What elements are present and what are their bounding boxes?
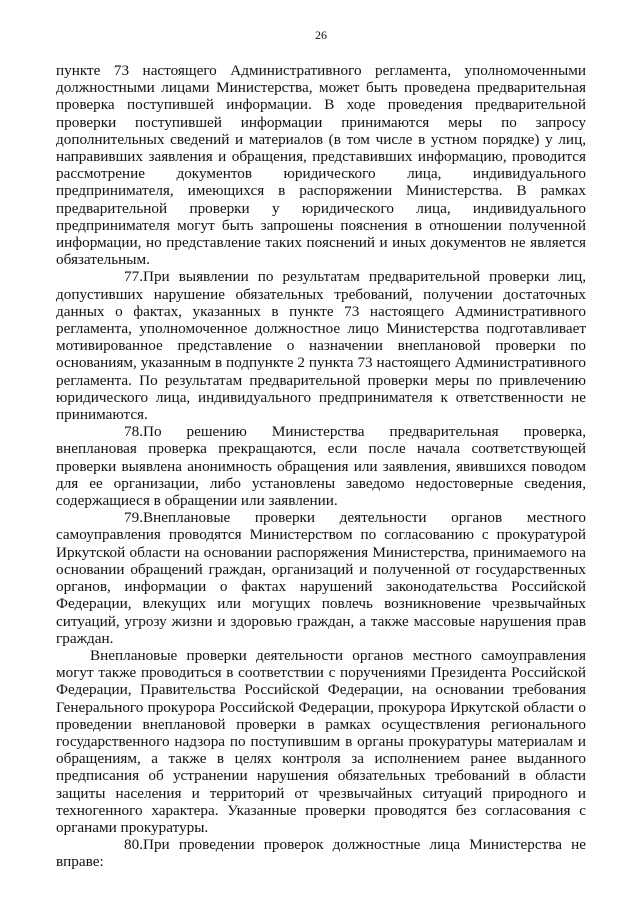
paragraph-79: [56, 509, 586, 647]
paragraph-number: 79.: [124, 509, 143, 527]
paragraph-number: 80.: [124, 836, 143, 854]
paragraph-text: При выявлении по результатам предварительной проверки лиц, допустивших нарушение обязательных требований, получении достаточных данных о фактах, указанных в пункте 73 настоящего Административного регламента, уполномоченное должностное лицо Министерства подготавливает мотивированное представление о назначении внеплановой проверки по основаниям, указанным в подпункте 2 пункта 73 настоящего Административного регламента. По результатам предварительной проверки меры по привлечению юридического лица, индивидуального предпринимателя к ответственности не принимаются.: [56, 268, 586, 424]
paragraph-78: [56, 423, 586, 509]
paragraph-number: 78.: [124, 423, 143, 441]
paragraph-continuation: [56, 62, 586, 268]
page-number: 26: [315, 28, 327, 42]
paragraph-79-continued: [56, 647, 586, 836]
paragraph-text: Внеплановые проверки деятельности органов местного самоуправления проводятся Министерством по согласованию с прокуратурой Иркутской области на основании распоряжения Министерства, принимаемого на основании обращений граждан, организаций и полученной от государственных органов, информации о фактах нарушений законодательства Российской Федерации, влекущих или могущих повлечь возникновение чрезвычайных ситуаций, угрозу жизни и здоровью граждан, а также массовые нарушения прав граждан.: [56, 509, 586, 647]
document-page: [56, 28, 586, 871]
paragraph-80: [56, 836, 586, 870]
paragraph-text: При проведении проверок должностные лица Министерства не вправе:: [56, 836, 586, 871]
paragraph-text: По решению Министерства предварительная проверка, внеплановая проверка прекращаются, если после начала соответствующей проверки выявлена анонимность обращения или заявления, явившихся поводом для ее организации, либо установлены заведомо недостоверные сведения, содержащиеся в обращении или заявлении.: [56, 423, 586, 510]
paragraph-text: пункте 73 настоящего Административного регламента, уполномоченными должностными лицами Министерства, может быть проведена предварительная проверка поступившей информации. В ходе проведения предварительной проверки поступившей информации принимаются меры по запросу дополнительных сведений и материалов (в том числе в устном порядке) у лиц, направивших заявления и обращения, представивших информацию, проводится рассмотрение документов юридического лица, индивидуального предпринимателя, имеющихся в распоряжении Министерства. В рамках предварительной проверки у юридического лица, индивидуального предпринимателя могут быть запрошены пояснения в отношении полученной информации, но представление таких пояснений и иных документов не является обязательным.: [56, 62, 586, 269]
paragraph-77: [56, 268, 586, 423]
paragraph-number: 77.: [124, 268, 143, 286]
paragraph-text: Внеплановые проверки деятельности органов местного самоуправления могут также проводиться в соответствии с поручениями Президента Российской Федерации, Правительства Российской Федерации, на основании требования Генерального прокурора Российской Федерации, прокурора Иркутской области о проведении внеплановой проверки в рамках осуществления регионального государственного надзора по поступившим в органы прокуратуры материалам и обращениям, а также в целях контроля за исполнением ранее выданного предписания об устранении нарушения обязательных требований в области защиты населения и территорий от чрезвычайных ситуаций природного и техногенного характера. Указанные проверки проводятся без согласования с органами прокуратуры.: [56, 646, 586, 836]
